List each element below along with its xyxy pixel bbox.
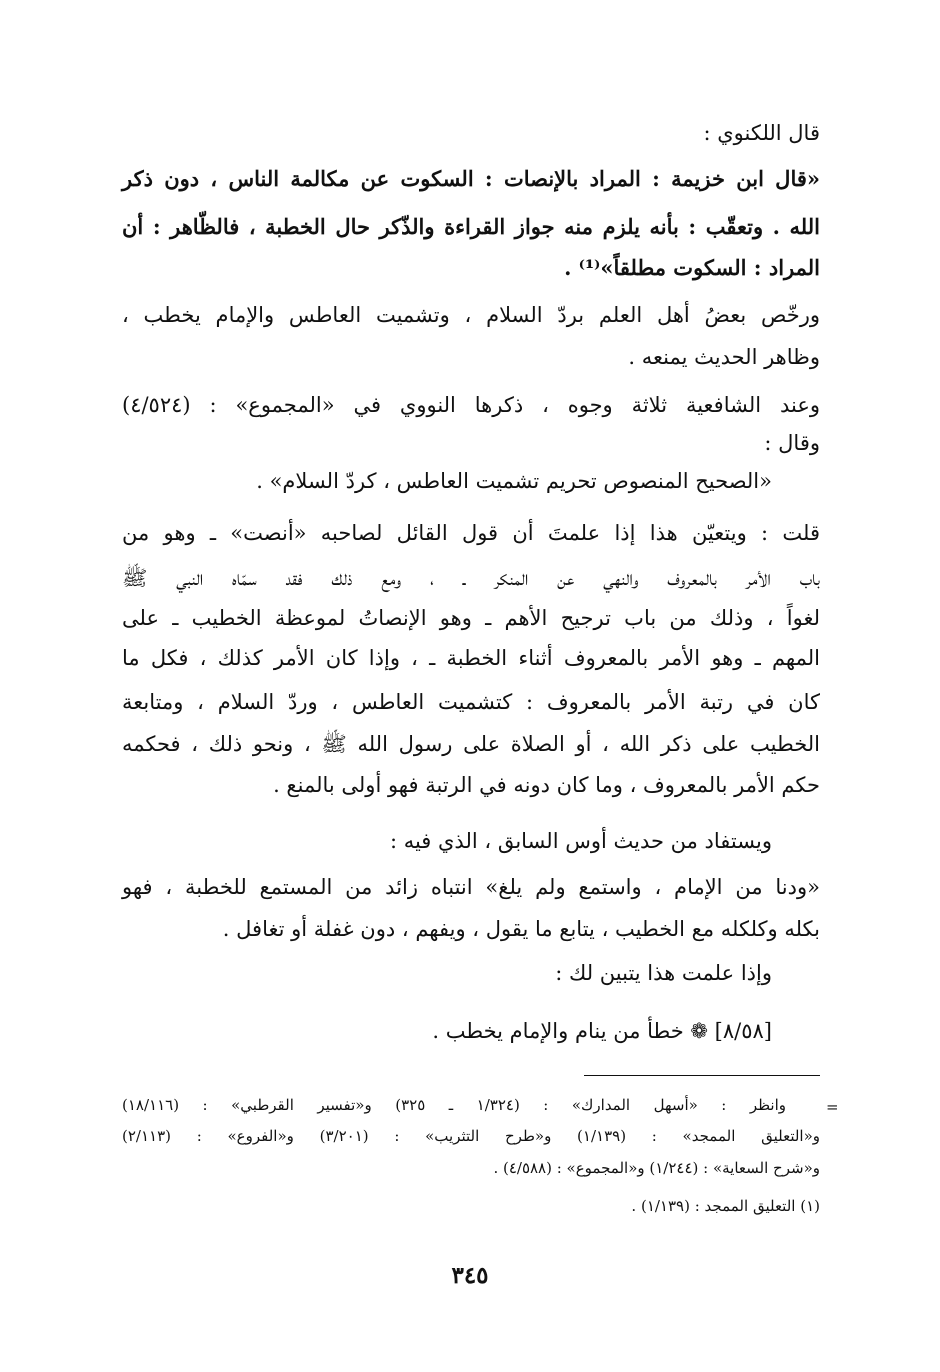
text-line: لغواً ، وذلك من باب ترجيح الأهم ـ وهو الإنصاتُ لموعظة الخطيب ـ على: [122, 606, 820, 630]
footnote: (١) التعليق الممجد : (١/١٣٩) .: [631, 1197, 820, 1215]
text-line: ورخّص بعضُ أهل العلم بردّ السلام ، وتشميت العاطس والإمام يخطب ،: [122, 303, 820, 327]
text-line: الله . وتعقّب : بأنه يلزم منه جواز القراءة والذّكر حال الخطبة ، فالظّاهر : أن: [122, 214, 820, 239]
footnote-line: و«شرح السعاية» : (١/٢٤٤) و«المجموع» : (٤/٥٨٨) .: [493, 1159, 820, 1177]
text-line: الخطيب على ذكر الله ، أو الصلاة على رسول الله ﷺ ، ونحو ذلك ، فحكمه: [122, 732, 820, 756]
text-line: وعند الشافعية ثلاثة وجوه ، ذكرها النووي في «المجموع» : (٤/٥٢٤): [122, 393, 820, 417]
text-line: وإذا علمت هذا يتبين لك :: [555, 961, 772, 985]
text-line: المراد : السكوت مطلقاً»⁽¹⁾ .: [564, 255, 820, 280]
text-line: بكله وكلكله مع الخطيب ، يتابع ما يقول ، ويفهم ، دون غفلة أو تغافل .: [222, 917, 820, 941]
text-line: «ودنا من الإمام ، واستمع ولم يلغ» انتباه زائد من المستمع للخطبة ، فهو: [122, 875, 820, 899]
text-line: وقال :: [764, 431, 820, 455]
text-line: ويستفاد من حديث أوس السابق ، الذي فيه :: [389, 829, 772, 853]
footnote-line: وانظر : «أسهل المدارك» : (١/٣٢٤ ـ ٣٢٥) و«تفسير القرطبي» : (١٨/١١٦): [122, 1096, 787, 1114]
footnote-continuation-mark: =: [826, 1098, 839, 1116]
section-heading: [٨/٥٨] ❁ خطأ من ينام والإمام يخطب .: [432, 1019, 772, 1043]
footnote-line: و«التعليق الممجد» : (١/١٣٩) و«طرح التثريب» : (٣/٢٠١) و«الفروع» : (٢/١١٣): [122, 1127, 821, 1145]
text-line: كان في رتبة الأمر بالمعروف : كتشميت العاطس ، وردّ السلام ، ومتابعة: [122, 690, 820, 714]
text-line: المهم ـ وهو الأمر بالمعروف أثناء الخطبة ـ ، وإذا كان الأمر كذلك ، فكل ما: [122, 646, 820, 670]
text-line: وظاهر الحديث يمنعه .: [628, 345, 820, 369]
text-line: باب الأمر بالمعروف والنهي عن المنكر ـ ، ومع ذلك فقد سمّاه النبي ﷺ: [122, 566, 820, 590]
text-line: حكم الأمر بالمعروف ، وما كان دونه في الرتبة فهو أولى بالمنع .: [273, 773, 820, 797]
text-line: قلت : ويتعيّن هذا إذا علمتَ أن قول القائل لصاحبه «أنصت» ـ وهو من: [122, 521, 820, 545]
text-line: قال اللكنوي :: [703, 121, 820, 145]
footnote-separator: [584, 1075, 820, 1076]
text-line: «الصحيح المنصوص تحريم تشميت العاطس ، كردّ السلام» .: [256, 469, 772, 493]
page-number: ٣٤٥: [451, 1262, 489, 1289]
text-line: «قال ابن خزيمة : المراد بالإنصات : السكوت عن مكالمة الناس ، دون ذكر: [122, 166, 820, 191]
